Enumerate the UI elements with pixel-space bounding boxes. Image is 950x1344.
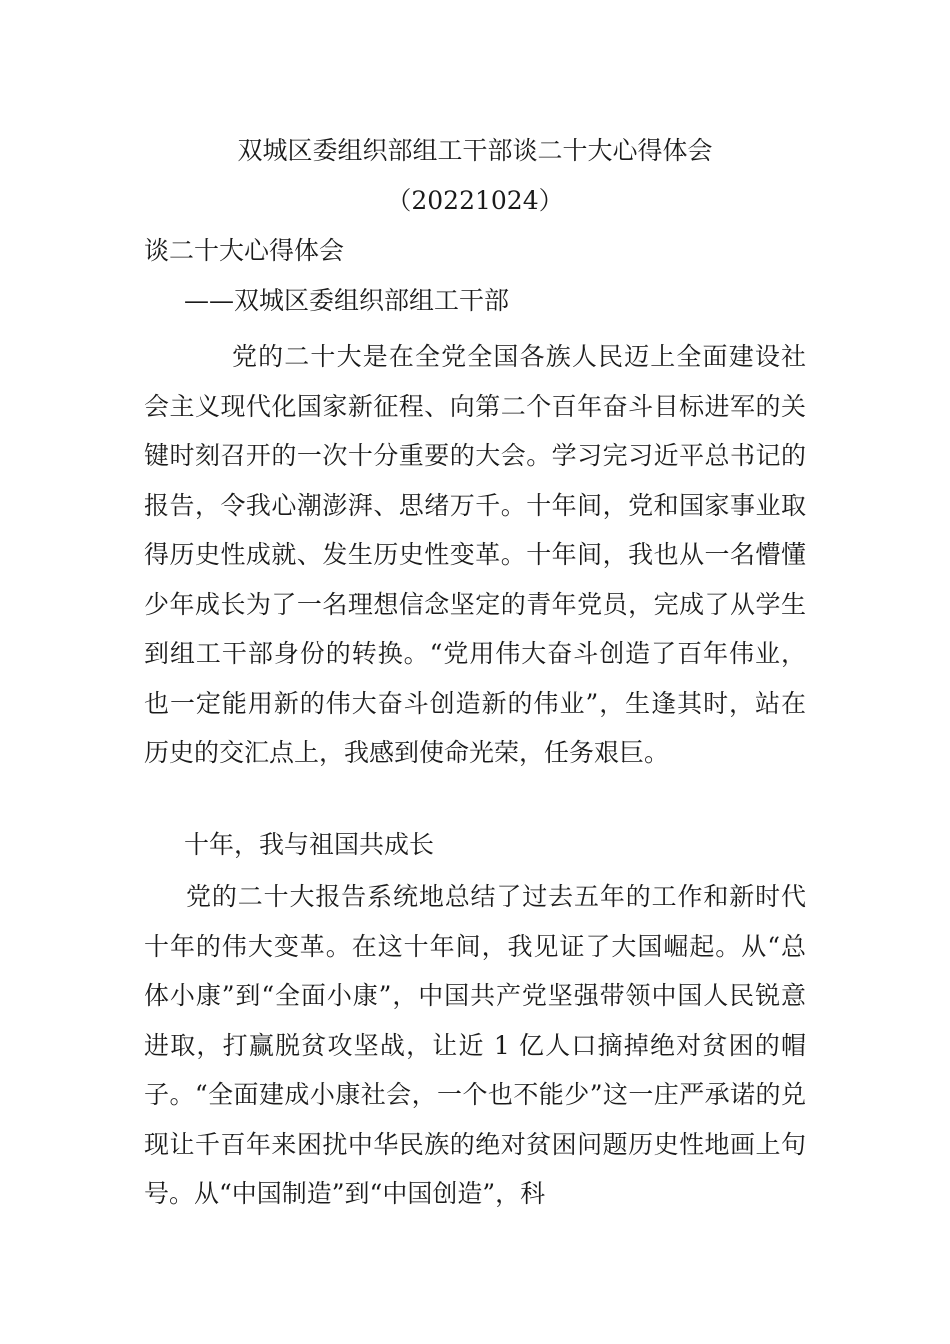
article-byline: ——双城区委组织部组工干部 (184, 286, 510, 315)
paragraph-intro: 党的二十大是在全党全国各族人民迈上全面建设社会主义现代化国家新征程、向第二个百年奋斗目标进军的关键时刻召开的一次十分重要的大会。学习完习近平总书记的报告，令我心潮澎湃、思绪万千。十年间，党和国家事业取得历史性成就、发生历史性变革。十年间，我也从一名懵懂少年成长为了一名理想信念坚定的青年党员，完成了从学生到组工干部身份的转换。“党用伟大奋斗创造了百年伟业，也一定能用新的伟大奋斗创造新的伟业”，生逢其时，站在历史的交汇点上，我感到使命光荣，任务艰巨。 (144, 342, 806, 767)
section-heading: 十年，我与祖国共成长 (184, 830, 435, 859)
document-title: 双城区委组织部组工干部谈二十大心得体会 (237, 136, 713, 165)
document-date: （20221024） (386, 186, 564, 215)
article-heading: 谈二十大心得体会 (144, 236, 345, 265)
paragraph-section-body: 党的二十大报告系统地总结了过去五年的工作和新时代十年的伟大变革。在这十年间，我见证了大国崛起。从“总体小康”到“全面小康”，中国共产党坚强带领中国人民锐意进取，打赢脱贫攻坚战，让近 1 亿人口摘掉绝对贫困的帽子。“全面建成小康社会，一个也不能少”这一庄严承诺的兑现让千百年来困扰中华民族的绝对贫困问题历史性地画上句号。从“中国制造”到“中国创造”，科 (144, 882, 806, 1208)
